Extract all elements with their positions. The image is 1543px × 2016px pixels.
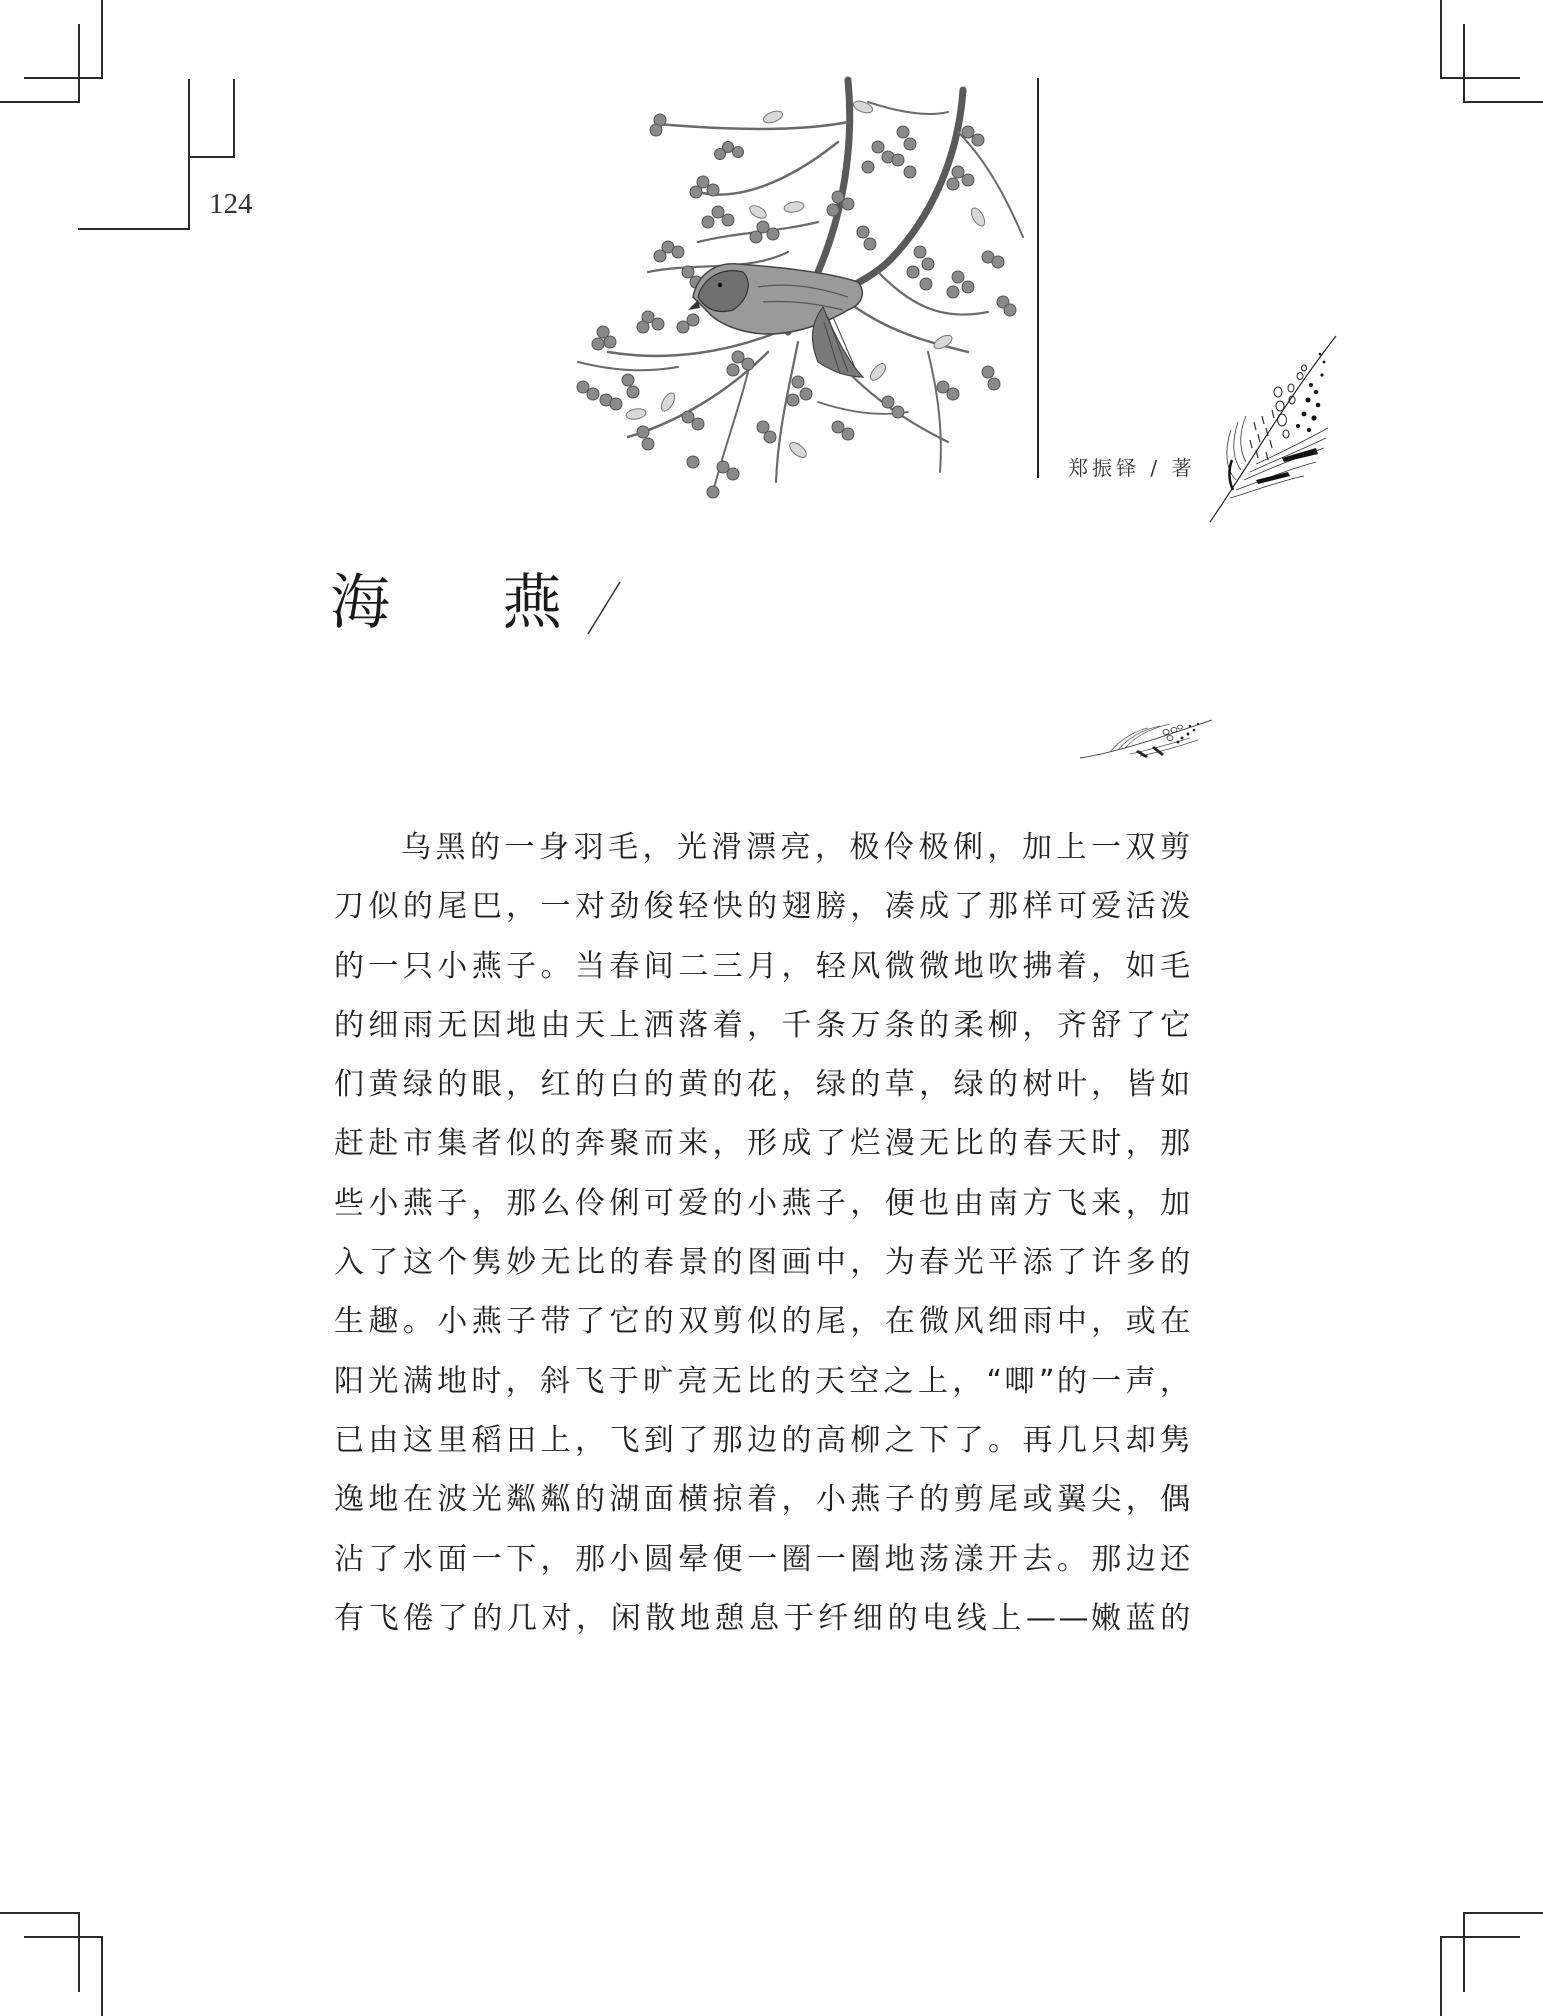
page-number-bracket-h1 [78,228,190,230]
page-number: 124 [209,188,253,220]
body-line-3: 的​ 一​ 只​ 小​ 燕​ 子​ 。​ 当​ 春​ 间​ 二​ 三​ 月​ ，​ 轻​ 风​ 微​ 微​ 地​ 吹​ 拂​ 着​ ，​ 如​ 毛 [334,948,1191,984]
crop-mark-bl-outer-h [0,1912,80,1914]
crop-mark-tr-inner-h [1463,101,1543,103]
feather-icon-small [1070,710,1220,766]
body-line-13: 沾​ 了​ 水​ 面​ 一​ 下​ ，​ 那​ 小​ 圆​ 晕​ 便​ 一​ 圈​ 一​ 圈​ 地​ 荡​ 漾​ 开​ 去​ 。​ 那​ 边​ 还 [334,1541,1191,1577]
crop-mark-br-outer-v [1463,1912,1465,1992]
title-char-1: 海 [330,568,390,638]
body-line-2: 刀​ 似​ 的​ 尾​ 巴​ ，​ 一​ 对​ 劲​ 俊​ 轻​ 快​ 的​ 翅​ 膀​ ，​ 凑​ 成​ 了​ 那​ 样​ 可​ 爱​ 活​ 泼 [334,889,1191,925]
crop-mark-tr-outer-v [1440,0,1442,79]
crop-mark-tl-outer-h [24,77,103,79]
crop-mark-tr-inner-v [1463,24,1465,103]
crop-mark-tl-outer-v [101,0,103,79]
body-line-4: 的​ 细​ 雨​ 无​ 因​ 地​ 由​ 天​ 上​ 洒​ 落​ 着​ ，​ 千​ 条​ 万​ 条​ 的​ 柔​ 柳​ ，​ 齐​ 舒​ 了​ 它 [334,1007,1191,1043]
title-slash-icon [586,580,622,636]
body-line-12: 逸​ 地​ 在​ 波​ 光​ 粼​ 粼​ 的​ 湖​ 面​ 横​ 掠​ 着​ ，​ 小​ 燕​ 子​ 的​ 剪​ 尾​ 或​ 翼​ 尖​ ，​ 偶 [334,1482,1191,1518]
author-byline: 郑振铎 / 著 [1068,456,1196,480]
article-body [334,826,1190,1656]
crop-mark-tr-outer-h [1440,77,1520,79]
title-char-2: 燕 [502,568,562,638]
body-line-8: 入​ 了​ 这​ 个​ 隽​ 妙​ 无​ 比​ 的​ 春​ 景​ 的​ 图​ 画​ 中​ ，​ 为​ 春​ 光​ 平​ 添​ 了​ 许​ 多​ 的 [334,1245,1191,1281]
crop-mark-br-inner-v [1440,1936,1442,2016]
bird-illustration [548,72,1038,502]
body-line-7: 些​ 小​ 燕​ 子​ ，​ 那​ 么​ 伶​ 俐​ 可​ 爱​ 的​ 小​ 燕​ 子​ ，​ 便​ 也​ 由​ 南​ 方​ 飞​ 来​ ，​ 加 [334,1185,1191,1221]
crop-mark-br-outer-h [1463,1912,1543,1914]
crop-mark-br-inner-h [1440,1936,1520,1938]
crop-mark-bl-inner-v [101,1936,103,2016]
page-number-bracket-h2 [188,156,235,158]
page-number-bracket-v1 [188,79,190,229]
body-line-11: 已​ 由​ 这​ 里​ 稻​ 田​ 上​ ，​ 飞​ 到​ 了​ 那​ 边​ 的​ 高​ 柳​ 之​ 下​ 了​ 。​ 再​ 几​ 只​ 却​ 隽 [334,1422,1191,1458]
crop-mark-tl-inner-v [78,24,80,103]
body-line-1: 乌​ 黑​ 的​ 一​ 身​ 羽​ 毛​ ，​ 光​ 滑​ 漂​ 亮​ ，​ 极​ 伶​ 极​ 俐​ ，​ 加​ 上​ 一​ 双​ 剪 [401,830,1190,865]
body-line-6: 赶​ 赴​ 市​ 集​ 者​ 似​ 的​ 奔​ 聚​ 而​ 来​ ，​ 形​ 成​ 了​ 烂​ 漫​ 无​ 比​ 的​ 春​ 天​ 时​ ，​ 那 [334,1126,1191,1162]
body-line-9: 生​ 趣​ 。​ 小​ 燕​ 子​ 带​ 了​ 它​ 的​ 双​ 剪​ 似​ 的​ 尾​ ，​ 在​ 微​ 风​ 细​ 雨​ 中​ ，​ 或​ 在 [334,1304,1191,1340]
crop-mark-bl-inner-h [24,1936,103,1938]
body-line-14: 有​ 飞​ 倦​ 了​ 的​ 几​ 对​ ，​ 闲​ 散​ 地​ 憩​ 息​ 于​ 纤​ 细​ 的​ 电​ 线​ 上​ —​ —​ 嫩​ 蓝​ 的 [334,1600,1191,1636]
crop-mark-bl-outer-v [78,1912,80,1992]
feather-icon-large [1196,330,1346,530]
crop-mark-tl-inner-h [0,101,80,103]
page-number-bracket-v2 [233,79,235,157]
header-vertical-rule [1037,78,1039,478]
body-line-5: 们​ 黄​ 绿​ 的​ 眼​ ，​ 红​ 的​ 白​ 的​ 黄​ 的​ 花​ ，​ 绿​ 的​ 草​ ，​ 绿​ 的​ 树​ 叶​ ，​ 皆​ 如 [334,1067,1191,1103]
body-line-10: 阳​ 光​ 满​ 地​ 时​ ，​ 斜​ 飞​ 于​ 旷​ 亮​ 无​ 比​ 的​ 天​ 空​ 之​ 上​ ，​ “​ 唧​ ”​ 的​ 一​ 声​ ， [334,1363,1190,1399]
